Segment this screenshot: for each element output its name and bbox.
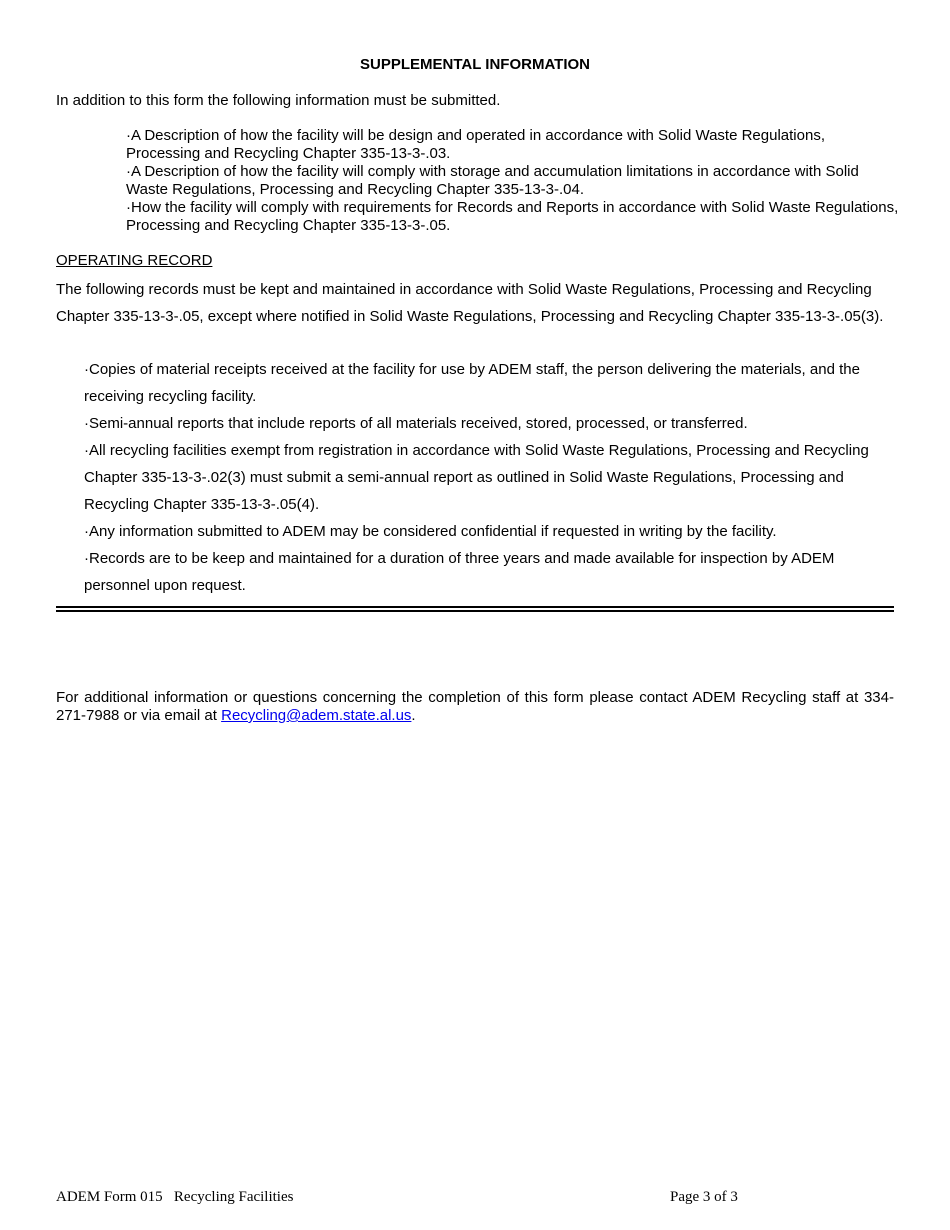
- operating-record-list: [84, 356, 896, 599]
- operating-record-paragraph: The following records must be kept and maintained in accordance with Solid Waste Regulations, Processing and Recycling Chapter 335-13-3-.05, except where notified in Solid Waste Regulations, Processing and Recycling Chapter 335-13-3-.05(3).: [56, 281, 884, 325]
- email-link[interactable]: Recycling@adem.state.al.us: [221, 707, 412, 724]
- footer-form-name: ADEM Form 015 Recycling Facilities: [56, 1189, 294, 1205]
- operating-record-item: ·Records are to be keep and maintained for a duration of three years and made available for inspection by ADEM personnel upon request.: [84, 550, 835, 594]
- contact-text: For additional information or questions concerning the completion of this form please contact ADEM Recycling staff at 334-271-7988 or via email at: [56, 689, 894, 724]
- operating-record-item: ·Copies of material receipts received at the facility for use by ADEM staff, the person delivering the materials, and the receiving recycling facility.: [84, 361, 860, 405]
- section-heading: SUPPLEMENTAL INFORMATION: [360, 56, 590, 73]
- supplemental-item: ·A Description of how the facility will be design and operated in accordance with Solid Waste Regulations, Processing and Recycling Chapter 335-13-3-.03.: [126, 127, 825, 162]
- supplemental-list: [126, 127, 901, 235]
- operating-record-item: ·All recycling facilities exempt from registration in accordance with Solid Waste Regulations, Processing and Recycling Chapter 335-13-3-.02(3) must submit a semi-annual report as outlined in Solid Waste Regulations, Processing and Recycling Chapter 335-13-3-.05(4).: [84, 442, 869, 513]
- supplemental-item: ·How the facility will comply with requirements for Records and Reports in accordance with Solid Waste Regulations, Processing and Recycling Chapter 335-13-3-.05.: [126, 199, 899, 234]
- supplemental-item: ·A Description of how the facility will comply with storage and accumulation limitations in accordance with Solid Waste Regulations, Processing and Recycling Chapter 335-13-3-.04.: [126, 163, 859, 198]
- section-divider: [56, 606, 894, 612]
- footer-page-number: Page 3 of 3: [670, 1189, 738, 1205]
- contact-paragraph: [56, 689, 894, 725]
- operating-record-title: OPERATING RECORD: [56, 252, 213, 269]
- intro-text: In addition to this form the following information must be submitted.: [56, 92, 501, 109]
- contact-text-end: .: [411, 707, 416, 724]
- operating-record-item: ·Any information submitted to ADEM may be considered confidential if requested in writing by the facility.: [84, 523, 777, 540]
- operating-record-item: ·Semi-annual reports that include reports of all materials received, stored, processed, or transferred.: [84, 415, 748, 432]
